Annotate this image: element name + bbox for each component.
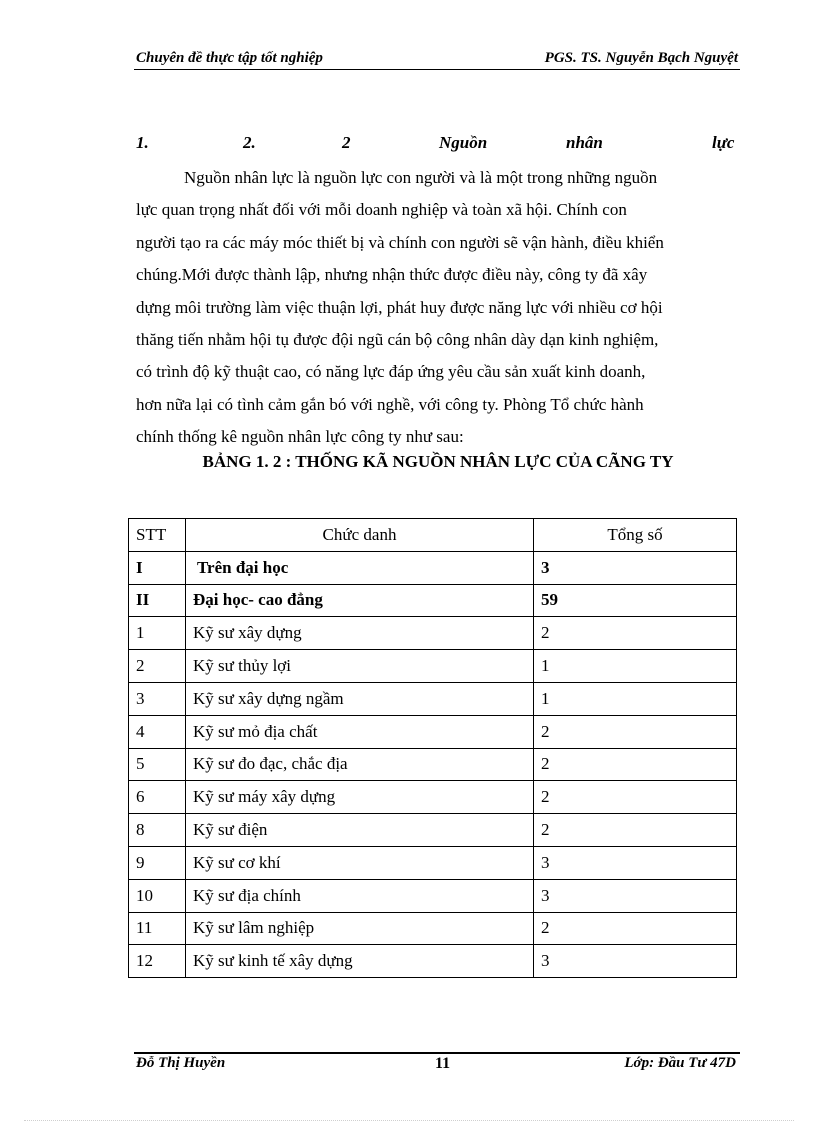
table-row (129, 650, 737, 683)
heading-token: nhân (566, 133, 603, 152)
row-stt: 2 (129, 650, 186, 683)
row-title: Kỹ sư mỏ địa chất (186, 715, 534, 748)
section-heading (136, 133, 740, 155)
header-title: Chức danh (186, 519, 534, 552)
row-title: Kỹ sư đo đạc, chắc địa (186, 748, 534, 781)
row-title: Kỹ sư thủy lợi (186, 650, 534, 683)
paragraph-line: thăng tiến nhằm hội tụ được đội ngũ cán bộ công nhân dày dạn kinh nghiệm, (136, 330, 659, 350)
row-total: 2 (534, 781, 737, 814)
table-row (129, 945, 737, 978)
row-stt: 9 (129, 846, 186, 879)
page-footer (134, 1055, 740, 1077)
row-total: 2 (534, 748, 737, 781)
table-header-row (129, 519, 737, 552)
table-row (129, 584, 737, 617)
table-row (129, 617, 737, 650)
paragraph-line: có trình độ kỹ thuật cao, có năng lực đáp ứng yêu cầu sản xuất kinh doanh, (136, 362, 646, 382)
row-title: Kỹ sư cơ khí (186, 846, 534, 879)
row-total: 2 (534, 617, 737, 650)
paragraph-line: chính thống kê nguồn nhân lực công ty như sau: (136, 427, 464, 447)
heading-token: 1. (136, 133, 149, 152)
table-row (129, 682, 737, 715)
footer-divider (134, 1052, 740, 1054)
row-title: Trên đại học (186, 551, 534, 584)
header-document-title: Chuyên đề thực tập tốt nghiệp (136, 50, 323, 66)
heading-token: 2 (342, 133, 351, 152)
row-total: 3 (534, 846, 737, 879)
paragraph-line: Nguồn nhân lực là nguồn lực con người và là một trong những nguồn (184, 168, 658, 187)
paragraph-line: chúng.Mới được thành lập, nhưng nhận thức được điều này, công ty đã xây (136, 265, 648, 285)
paragraph-line: hơn nữa lại có tình cảm gắn bó với nghề, với công ty. Phòng Tổ chức hành (136, 394, 644, 414)
heading-token: Nguồn (439, 133, 488, 152)
footer-author: Đỗ Thị Huyền (136, 1055, 226, 1071)
row-total: 2 (534, 715, 737, 748)
paragraph-line: dựng môi trường làm việc thuận lợi, phát huy được năng lực với nhiều cơ hội (136, 297, 663, 317)
row-stt: 1 (129, 617, 186, 650)
row-title: Kỹ sư kinh tế xây dựng (186, 945, 534, 978)
row-stt: 6 (129, 781, 186, 814)
page-edge-dotted-line (24, 1120, 794, 1121)
row-stt: I (129, 551, 186, 584)
row-total: 3 (534, 945, 737, 978)
row-title: Kỹ sư máy xây dựng (186, 781, 534, 814)
row-title: Kỹ sư lâm nghiệp (186, 912, 534, 945)
row-stt: 4 (129, 715, 186, 748)
header-divider (134, 69, 740, 70)
row-total: 1 (534, 682, 737, 715)
row-title: Kỹ sư địa chính (186, 879, 534, 912)
header-stt: STT (129, 519, 186, 552)
table-row (129, 912, 737, 945)
row-total: 2 (534, 912, 737, 945)
row-title: Kỹ sư xây dựng ngầm (186, 682, 534, 715)
row-total: 3 (534, 879, 737, 912)
row-stt: 11 (129, 912, 186, 945)
paragraph-line: lực quan trọng nhất đối với mỗi doanh nghiệp và toàn xã hội. Chính con (136, 200, 627, 220)
table-row (129, 814, 737, 847)
heading-token: lực (712, 133, 735, 152)
row-title: Đại học- cao đẳng (186, 584, 534, 617)
page-number: 11 (435, 1055, 451, 1072)
header-total: Tổng số (534, 519, 737, 552)
table-caption: BẢNG 1. 2 : THỐNG KÃ NGUỒN NHÂN LỰC CỦA CÃNG TY (202, 452, 674, 471)
staff-table (128, 518, 737, 978)
row-stt: 8 (129, 814, 186, 847)
table-row (129, 781, 737, 814)
heading-token: 2. (243, 133, 256, 152)
table-row (129, 879, 737, 912)
table-row (129, 748, 737, 781)
row-total: 59 (534, 584, 737, 617)
row-stt: 5 (129, 748, 186, 781)
row-total: 3 (534, 551, 737, 584)
row-stt: II (129, 584, 186, 617)
row-title: Kỹ sư xây dựng (186, 617, 534, 650)
header-supervisor: PGS. TS. Nguyễn Bạch Nguyệt (544, 50, 738, 66)
table-row (129, 551, 737, 584)
row-stt: 3 (129, 682, 186, 715)
row-title: Kỹ sư điện (186, 814, 534, 847)
row-total: 2 (534, 814, 737, 847)
table-row (129, 846, 737, 879)
row-stt: 12 (129, 945, 186, 978)
body-paragraph (136, 162, 740, 454)
table-row (129, 715, 737, 748)
row-stt: 10 (129, 879, 186, 912)
row-total: 1 (534, 650, 737, 683)
paragraph-line: người tạo ra các máy móc thiết bị và chính con người sẽ vận hành, điều khiển (136, 232, 664, 252)
footer-class: Lớp: Đầu Tư 47D (624, 1055, 736, 1071)
